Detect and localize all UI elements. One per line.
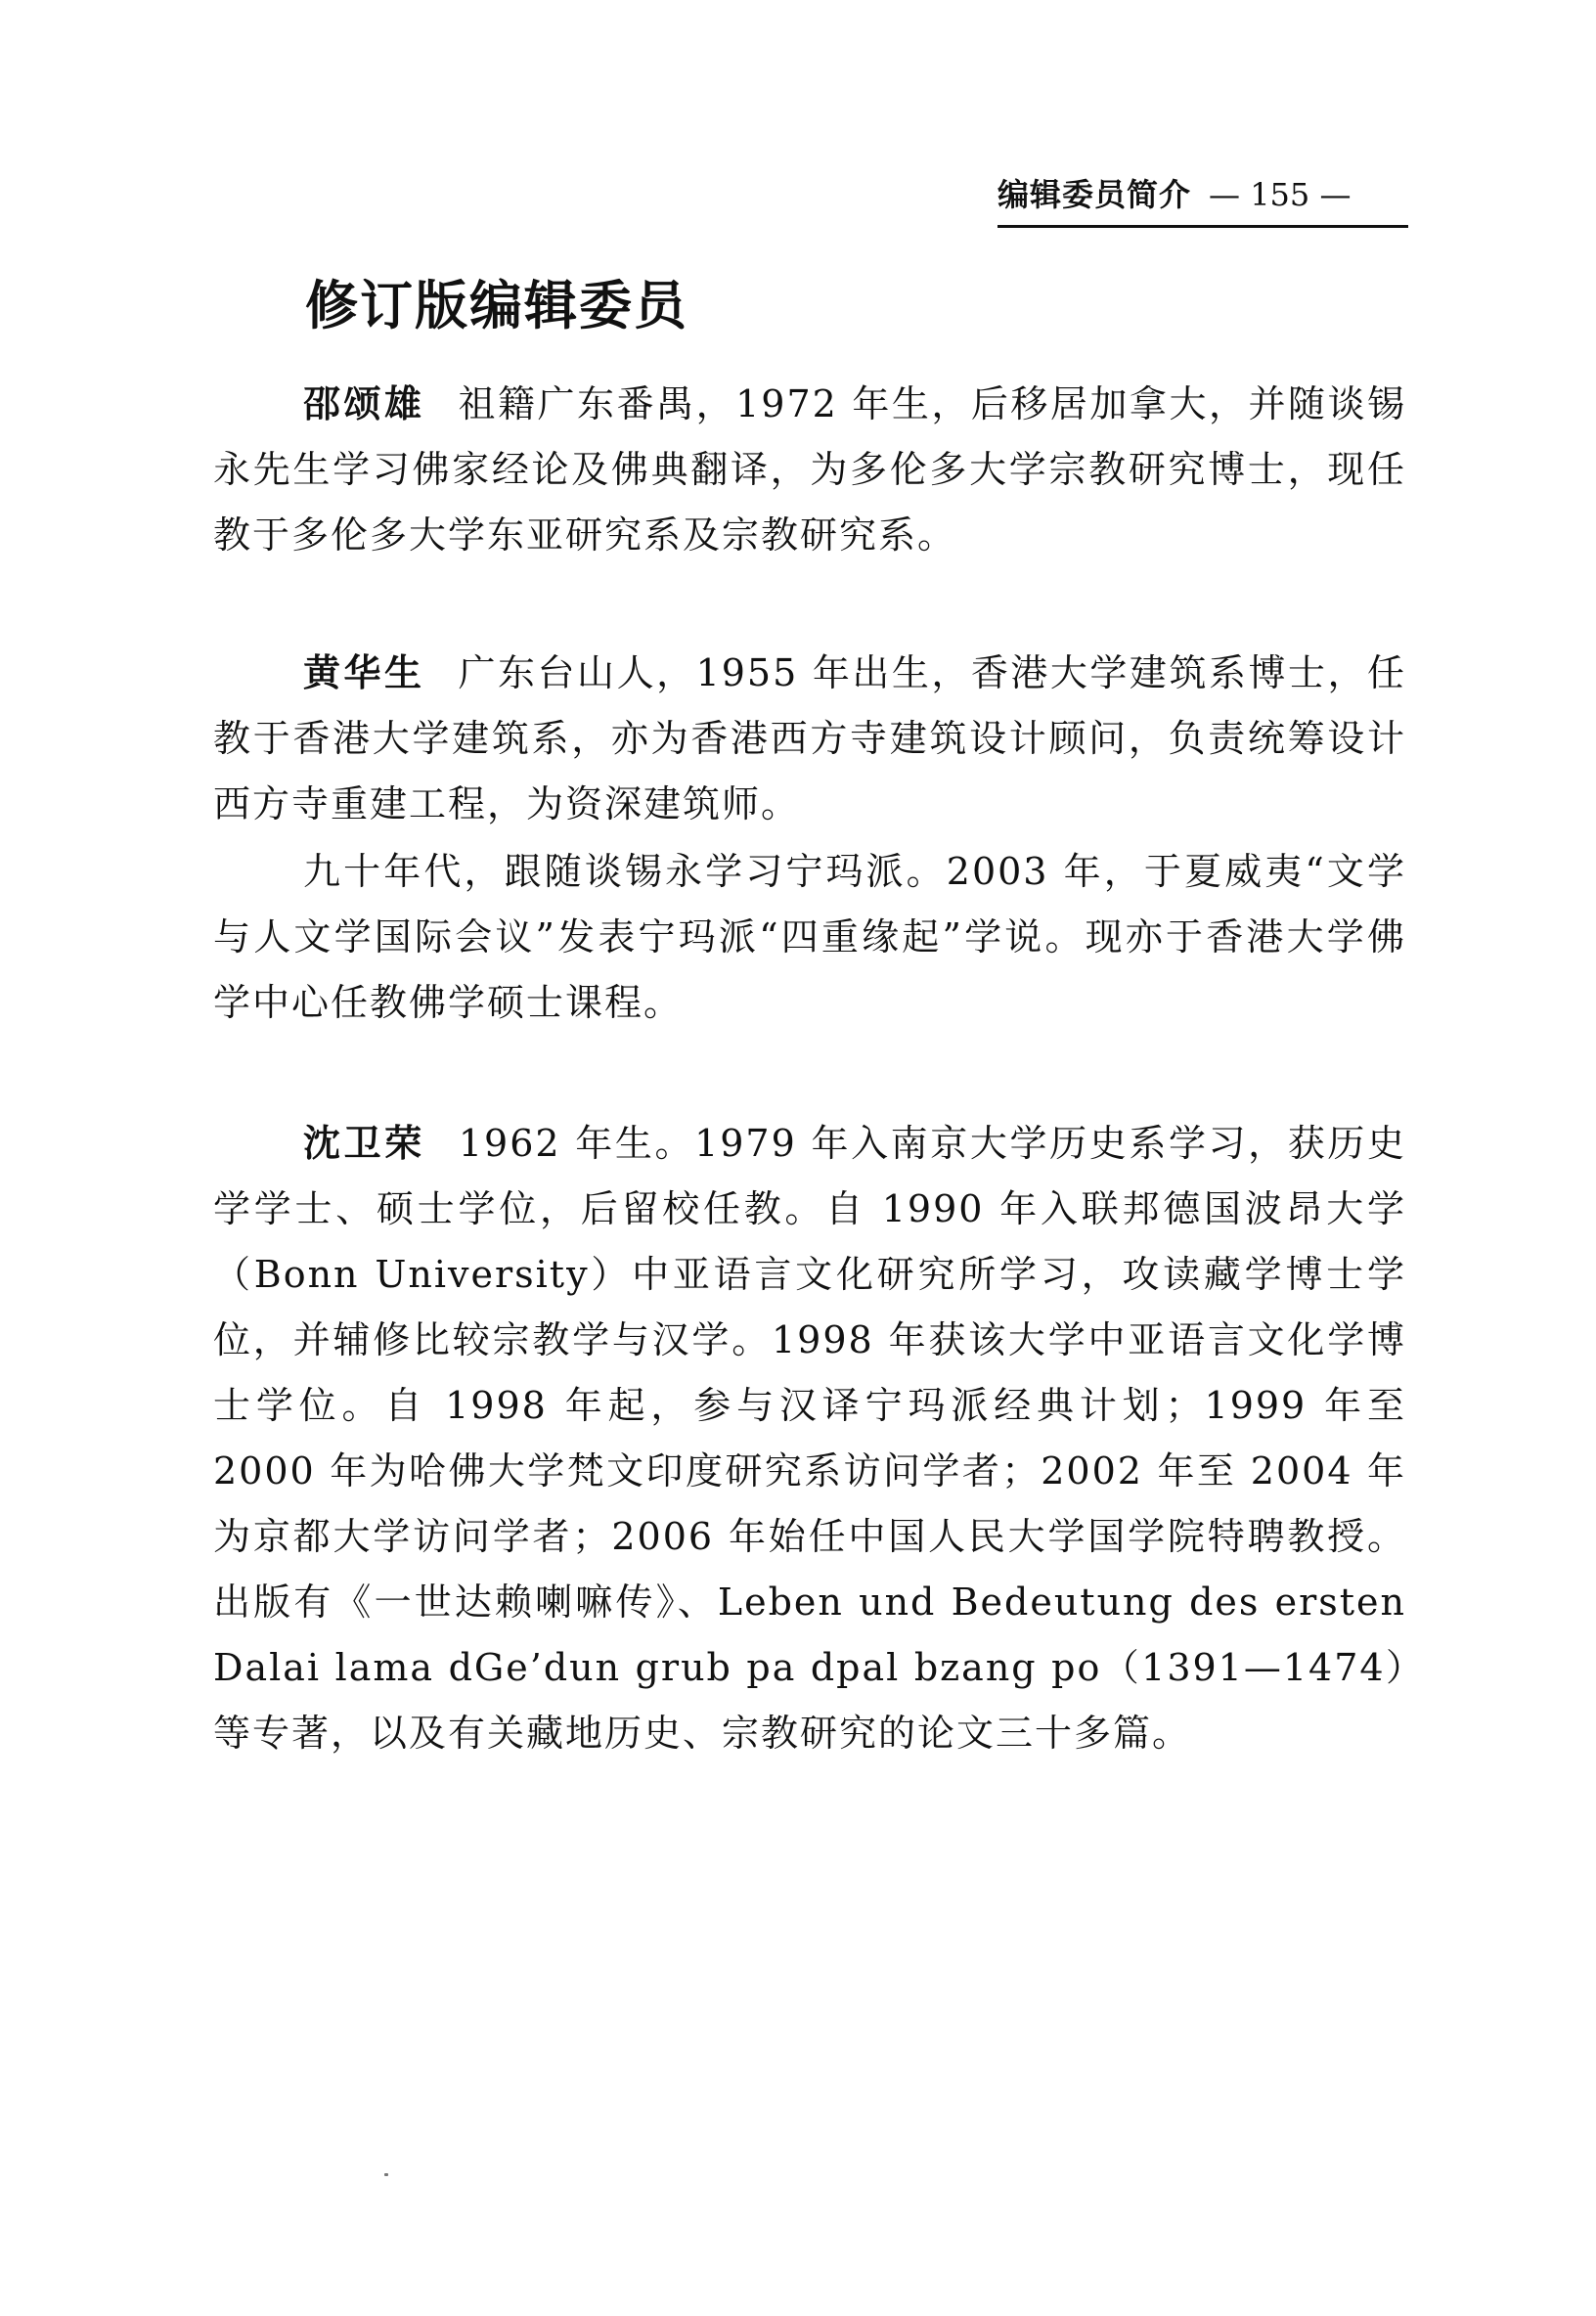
bio-paragraph bbox=[213, 641, 1406, 837]
bio-text: 九十年代，跟随谈锡永学习宁玛派。2003 年，于夏威夷“文学与人文学国际会议”发表宁玛派“四重缘起”学说。现亦于香港大学佛学中心任教佛学硕士课程。 bbox=[213, 850, 1406, 1024]
page-number: — 155 — bbox=[1209, 176, 1352, 213]
running-header-title: 编辑委员简介 bbox=[998, 176, 1192, 213]
running-header bbox=[998, 170, 1408, 228]
bio-text: 广东台山人，1955 年出生，香港大学建筑系博士，任教于香港大学建筑系，亦为香港西方寺建筑设计顾问，负责统筹设计西方寺重建工程，为资深建筑师。 bbox=[213, 651, 1406, 825]
bio-name: 黄华生 bbox=[303, 651, 425, 694]
bio-paragraph bbox=[213, 1111, 1406, 1766]
bio-entry-huang-huasheng bbox=[213, 641, 1406, 1036]
bio-name: 沈卫荣 bbox=[303, 1122, 425, 1165]
bio-paragraph bbox=[213, 839, 1406, 1036]
section-title: 修订版编辑委员 bbox=[305, 275, 688, 336]
bio-entry-shen-weirong bbox=[213, 1111, 1406, 1766]
bio-entry-shao-songxiong bbox=[213, 372, 1406, 568]
bio-paragraph bbox=[213, 372, 1406, 568]
bio-text: 1962 年生。1979 年入南京大学历史系学习，获历史学学士、硕士学位，后留校任教。自 1990 年入联邦德国波昂大学（Bonn University）中亚语言文化研究所学习，攻读藏学博士学位，并辅修比较宗教学与汉学。1998 年获该大学中亚语言文化学博士学位。自 1998 年起，参与汉译宁玛派经典计划；1999 年至 2000 年为哈佛大学梵文印度研究系访问学者；2002 年至 2004 年为京都大学访问学者；2006 年始任中国人民大学国学院特聘教授。出版有《一世达赖喇嘛传》、Leben und Bedeutung des ersten Dalai lama dGe’dun grub pa dpal bzang po（1391—1474）等专著，以及有关藏地历史、宗教研究的论文三十多篇。 bbox=[213, 1122, 1406, 1755]
bio-text: 祖籍广东番禺，1972 年生，后移居加拿大，并随谈锡永先生学习佛家经论及佛典翻译，为多伦多大学宗教研究博士，现任教于多伦多大学东亚研究系及宗教研究系。 bbox=[213, 382, 1406, 557]
scan-speck bbox=[384, 2173, 388, 2176]
bio-name: 邵颂雄 bbox=[303, 382, 425, 425]
